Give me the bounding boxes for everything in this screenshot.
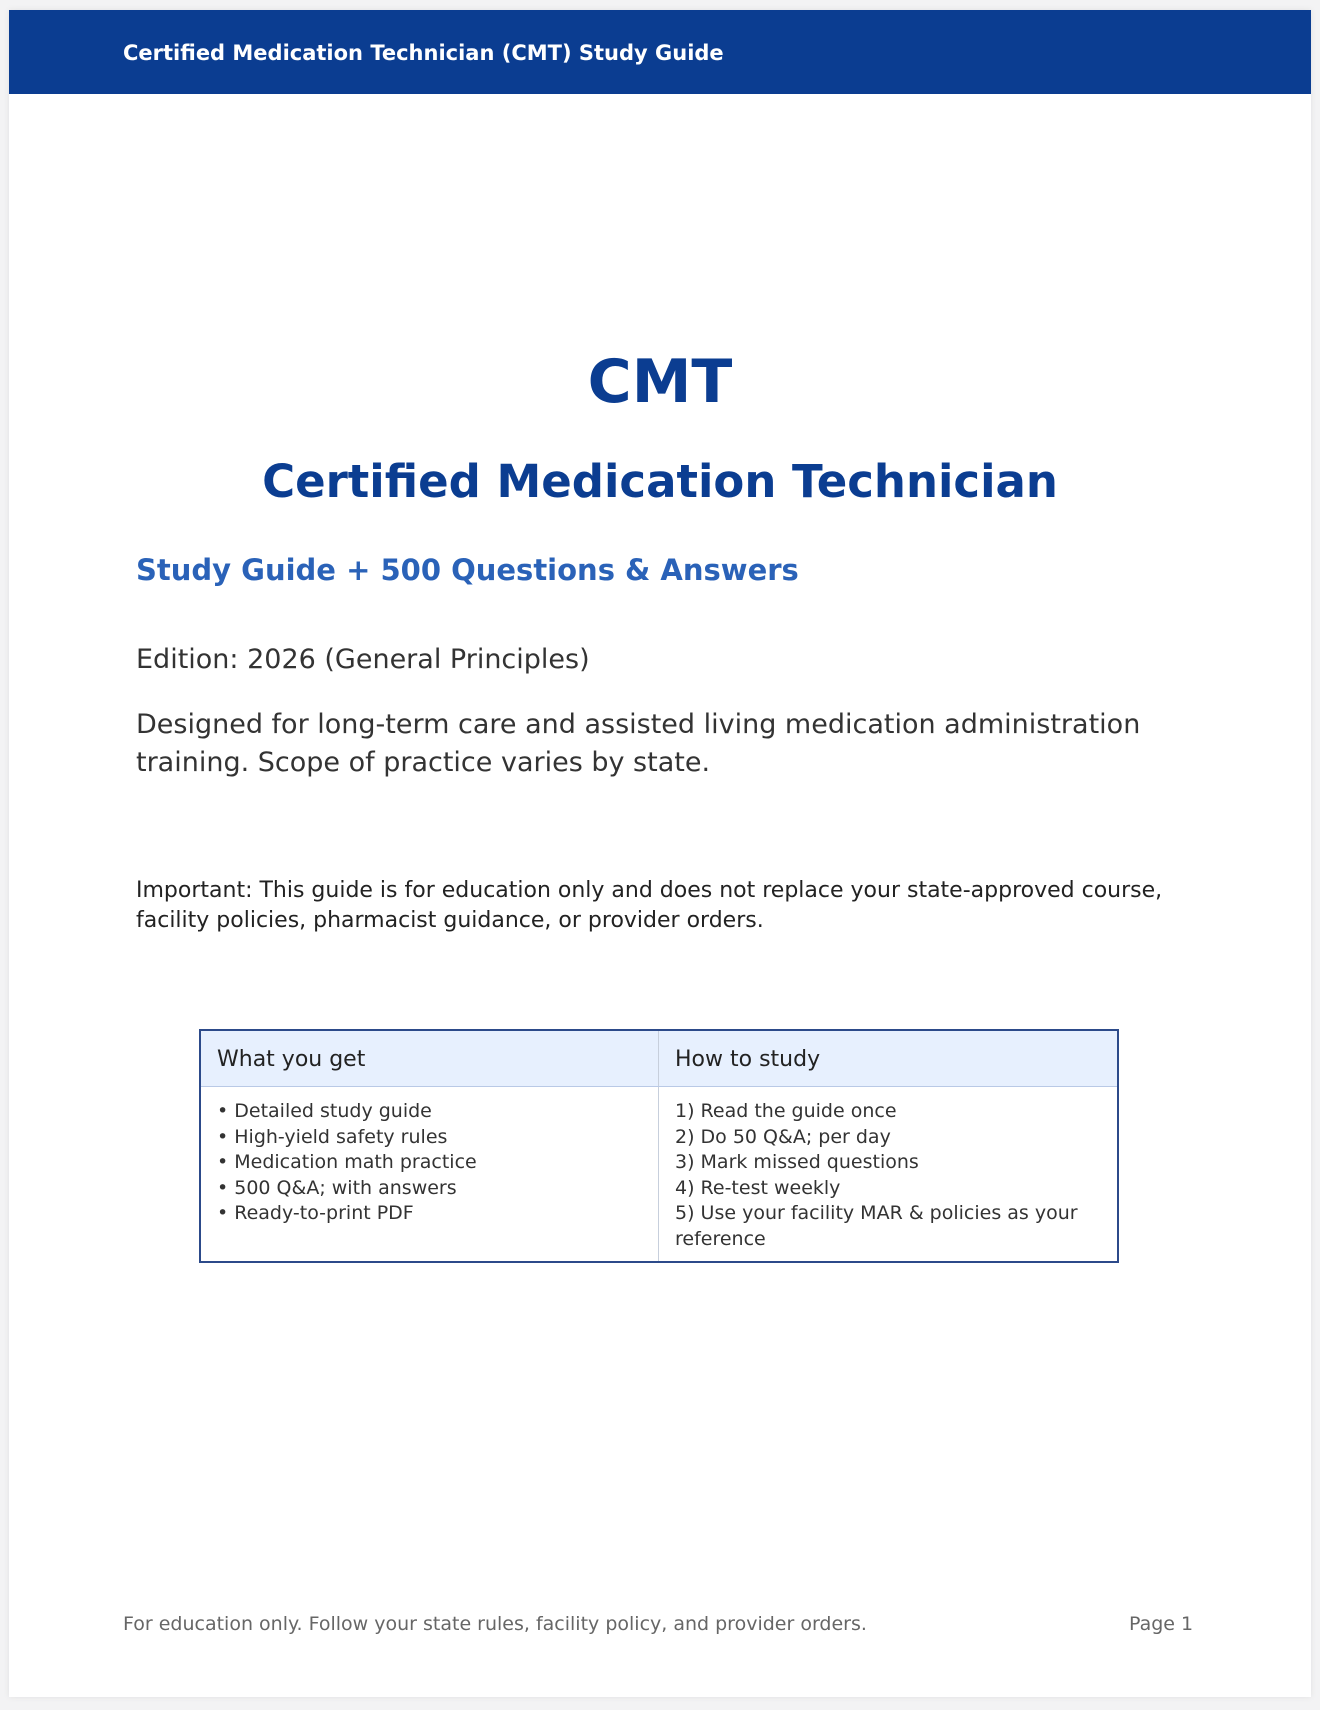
list-item: 5) Use your facility MAR & policies as your reference — [675, 1202, 1078, 1250]
list-item: • Ready-to-print PDF — [217, 1202, 414, 1224]
list-item: • Medication math practice — [217, 1151, 477, 1173]
document-page — [9, 10, 1311, 1697]
header-bar — [9, 10, 1311, 94]
edition-text: Edition: 2026 (General Principles) — [136, 644, 590, 675]
list-item: 3) Mark missed questions — [675, 1151, 919, 1173]
cover-title: Certified Medication Technician — [262, 455, 1058, 508]
table-header-row — [201, 1031, 1117, 1087]
how-to-study-list — [675, 1099, 1117, 1252]
what-you-get-cell — [201, 1087, 659, 1261]
info-table — [199, 1029, 1119, 1263]
page-number: Page 1 — [1129, 1613, 1194, 1635]
what-you-get-list — [217, 1099, 658, 1227]
table-header-how-to-study: How to study — [675, 1047, 821, 1072]
list-item: 2) Do 50 Q&A; per day — [675, 1125, 891, 1148]
table-header-what-you-get: What you get — [201, 1031, 659, 1086]
footer-note: For education only. Follow your state rules, facility policy, and provider orders. — [123, 1613, 867, 1635]
how-to-study-cell — [659, 1087, 1117, 1261]
cover-subtitle: Study Guide + 500 Questions & Answers — [136, 553, 799, 587]
list-item: • 500 Q&A; with answers — [217, 1176, 457, 1199]
list-item: 4) Re-test weekly — [675, 1176, 841, 1199]
cover-abbreviation: CMT — [587, 347, 733, 417]
list-item: • High-yield safety rules — [217, 1125, 448, 1148]
header-title: Certified Medication Technician (CMT) Study Guide — [123, 41, 724, 65]
list-item: • Detailed study guide — [217, 1100, 432, 1122]
description-text: Designed for long-term care and assisted living medication administration training. Scope of practice varies by state. — [136, 709, 1141, 778]
list-item: 1) Read the guide once — [675, 1100, 897, 1122]
table-body-row — [201, 1087, 1117, 1261]
important-notice: Important: This guide is for education only and does not replace your state-approved course, facility policies, pharmacist guidance, or provider orders. — [136, 878, 1163, 933]
